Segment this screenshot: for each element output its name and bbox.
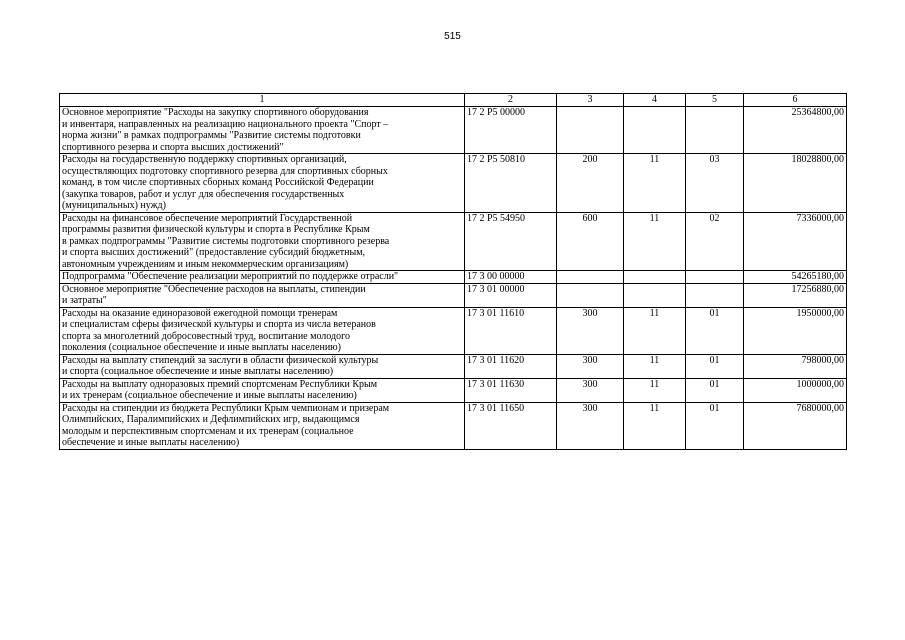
row-col4 [624, 283, 686, 307]
row-code: 17 3 01 11620 [465, 354, 557, 378]
row-col4: 11 [624, 378, 686, 402]
table-row [60, 212, 847, 271]
row-col3: 200 [557, 154, 624, 213]
row-col3: 300 [557, 402, 624, 449]
table-row [60, 402, 847, 449]
table-row [60, 307, 847, 354]
header-row [60, 94, 847, 107]
table-row [60, 107, 847, 154]
row-code: 17 3 00 00000 [465, 271, 557, 284]
row-col3: 300 [557, 307, 624, 354]
row-col5: 03 [686, 154, 744, 213]
row-name: Подпрограмма "Обеспечение реализации мероприятий по поддержке отрасли" [60, 271, 465, 284]
row-code: 17 3 01 11650 [465, 402, 557, 449]
row-col3 [557, 271, 624, 284]
row-code: 17 3 01 11630 [465, 378, 557, 402]
row-col3: 600 [557, 212, 624, 271]
row-name: Расходы на оказание единоразовой ежегодной помощи тренерам и специалистам сферы физической культуры и спорта из числа ветеранов спорта за многолетний добросовестный труд, воспитание молодого поколения (социальное обеспечение и иные выплаты населению) [60, 307, 465, 354]
row-col3 [557, 107, 624, 154]
row-col5: 01 [686, 378, 744, 402]
table-row [60, 271, 847, 284]
row-amount: 17256880,00 [744, 283, 847, 307]
row-name: Основное мероприятие "Расходы на закупку спортивного оборудования и инвентаря, направленных на реализацию национального проекта "Спорт – норма жизни" в рамках подпрограммы "Развитие системы подготовки спортивного резерва и спорта высших достижений" [60, 107, 465, 154]
table-body [60, 107, 847, 450]
row-amount: 1000000,00 [744, 378, 847, 402]
row-code: 17 2 P5 00000 [465, 107, 557, 154]
row-col4: 11 [624, 307, 686, 354]
row-amount: 1950000,00 [744, 307, 847, 354]
row-col5: 01 [686, 354, 744, 378]
table-row [60, 354, 847, 378]
header-cell-6: 6 [744, 94, 847, 107]
row-col4: 11 [624, 354, 686, 378]
table-header [60, 94, 847, 107]
table-row [60, 154, 847, 213]
row-name: Расходы на выплату стипендий за заслуги в области физической культуры и спорта (социальное обеспечение и иные выплаты населению) [60, 354, 465, 378]
row-col4 [624, 271, 686, 284]
row-code: 17 2 P5 50810 [465, 154, 557, 213]
row-amount: 7336000,00 [744, 212, 847, 271]
page-number: 515 [444, 31, 461, 42]
row-col4 [624, 107, 686, 154]
row-col4: 11 [624, 402, 686, 449]
table-row [60, 283, 847, 307]
row-code: 17 3 01 00000 [465, 283, 557, 307]
row-code: 17 2 P5 54950 [465, 212, 557, 271]
header-cell-4: 4 [624, 94, 686, 107]
row-name: Расходы на государственную поддержку спортивных организаций, осуществляющих подготовку спортивного резерва для спортивных сборных команд, в том числе спортивных сборных команд Российской Федерации (закупка товаров, работ и услуг для обеспечения государственных (муниципальных) нужд) [60, 154, 465, 213]
row-name: Расходы на стипендии из бюджета Республики Крым чемпионам и призерам Олимпийских, Паралимпийских и Дефлимпийских игр, выдающимся молодым и перспективным спортсменам и их тренерам (социальное обеспечение и иные выплаты населению) [60, 402, 465, 449]
row-col4: 11 [624, 212, 686, 271]
row-col5: 01 [686, 307, 744, 354]
header-cell-1: 1 [60, 94, 465, 107]
row-col5 [686, 283, 744, 307]
row-amount: 7680000,00 [744, 402, 847, 449]
header-cell-5: 5 [686, 94, 744, 107]
row-col5: 01 [686, 402, 744, 449]
header-cell-2: 2 [465, 94, 557, 107]
row-col3: 300 [557, 378, 624, 402]
row-amount: 25364800,00 [744, 107, 847, 154]
row-col5 [686, 271, 744, 284]
row-amount: 798000,00 [744, 354, 847, 378]
row-col5: 02 [686, 212, 744, 271]
table-row [60, 378, 847, 402]
row-col3 [557, 283, 624, 307]
row-amount: 54265180,00 [744, 271, 847, 284]
row-col3: 300 [557, 354, 624, 378]
row-name: Основное мероприятие "Обеспечение расходов на выплаты, стипендии и затраты" [60, 283, 465, 307]
row-name: Расходы на финансовое обеспечение мероприятий Государственной программы развития физической культуры и спорта в Республике Крым в рамках подпрограммы "Развитие системы подготовки спортивного резерва и спорта высших достижений" (предоставление субсидий бюджетным, автономным учреждениям и иным некоммерческим организациям) [60, 212, 465, 271]
row-amount: 18028800,00 [744, 154, 847, 213]
row-col5 [686, 107, 744, 154]
row-col4: 11 [624, 154, 686, 213]
header-cell-3: 3 [557, 94, 624, 107]
row-name: Расходы на выплату одноразовых премий спортсменам Республики Крым и их тренерам (социальное обеспечение и иные выплаты населению) [60, 378, 465, 402]
budget-table [59, 93, 847, 450]
row-code: 17 3 01 11610 [465, 307, 557, 354]
